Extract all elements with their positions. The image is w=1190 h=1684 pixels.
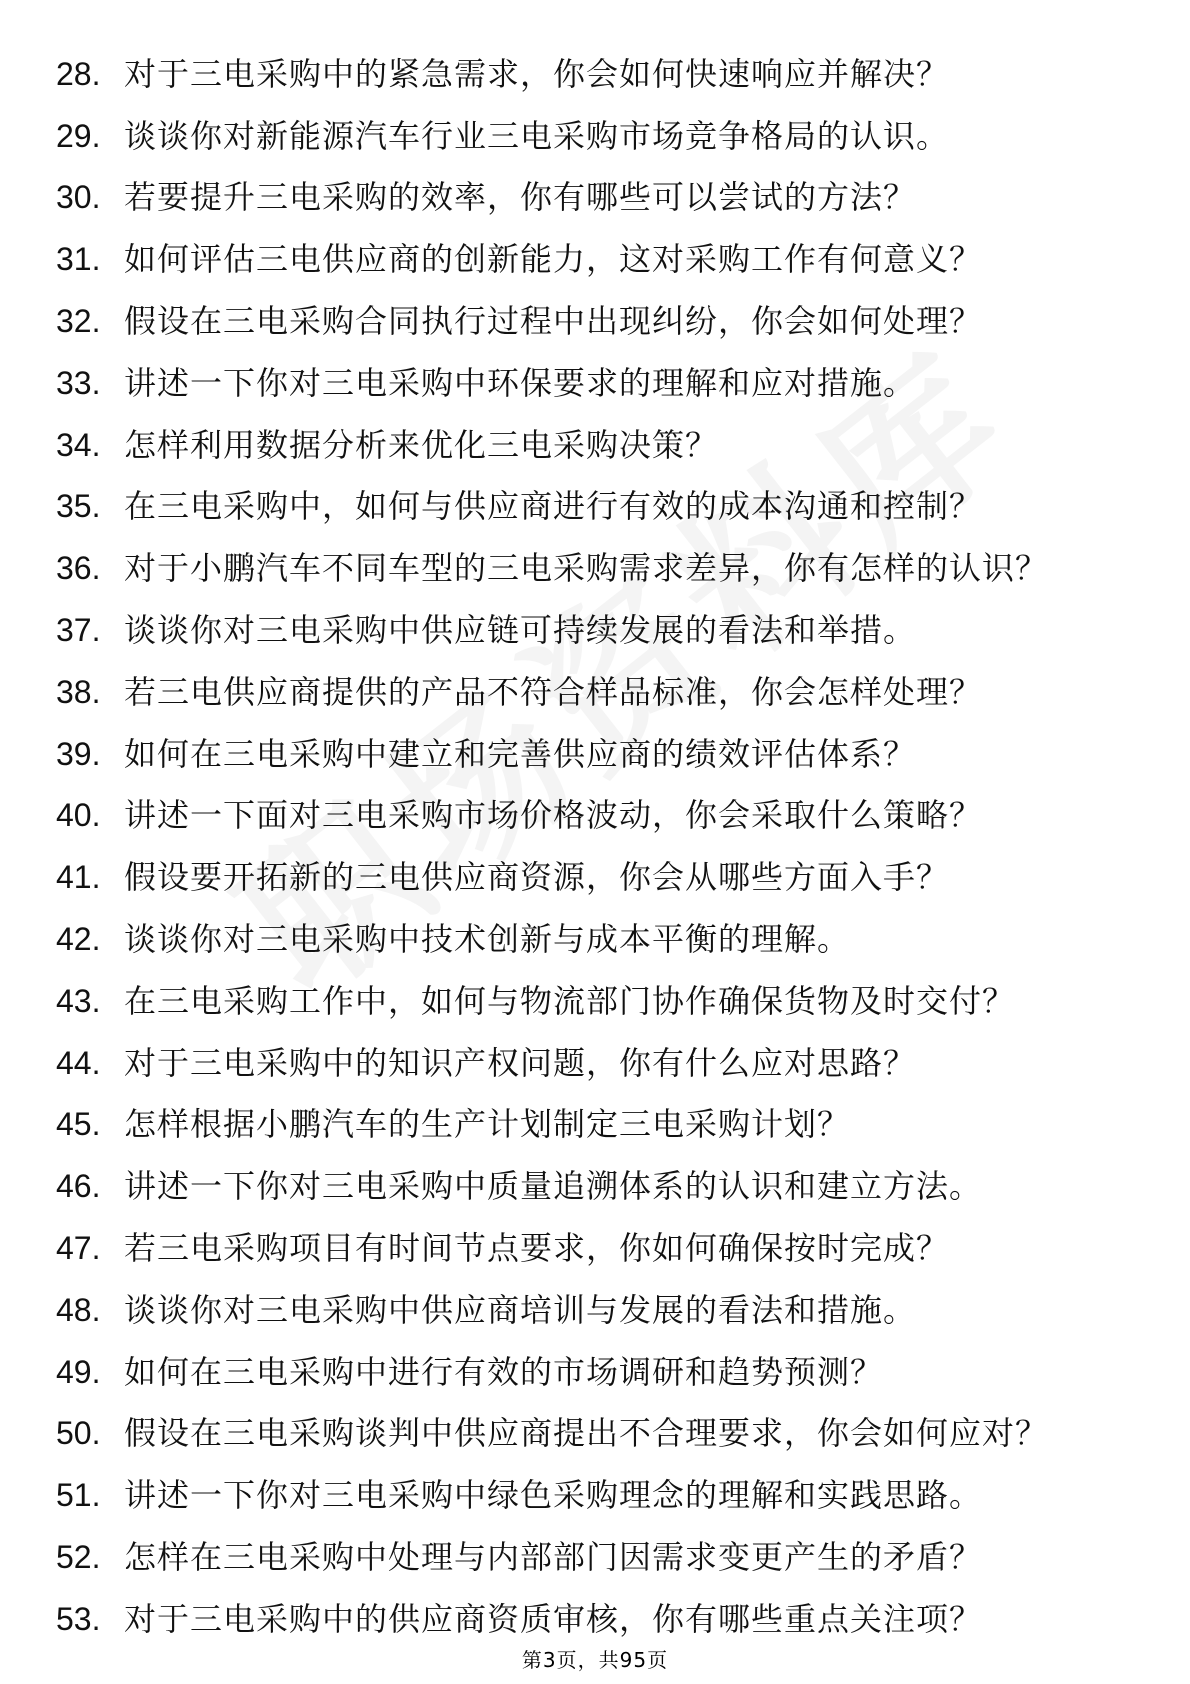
question-text: 若三电采购项目有时间节点要求，你如何确保按时完成？ [124, 1229, 950, 1268]
question-number: 52. [56, 1539, 101, 1576]
question-item-44 [0, 1032, 1190, 1094]
question-text: 如何在三电采购中进行有效的市场调研和趋势预测？ [124, 1352, 884, 1391]
question-item-31 [0, 228, 1190, 290]
question-item-28 [0, 43, 1190, 105]
question-number: 42. [56, 921, 101, 958]
question-text: 如何评估三电供应商的创新能力，这对采购工作有何意义？ [124, 240, 983, 279]
question-text: 若三电供应商提供的产品不符合样品标准，你会怎样处理？ [124, 672, 983, 711]
question-number: 36. [56, 550, 101, 587]
question-item-48 [0, 1279, 1190, 1341]
question-item-37 [0, 599, 1190, 661]
question-number: 33. [56, 364, 101, 401]
question-item-40 [0, 785, 1190, 847]
question-text: 在三电采购中，如何与供应商进行有效的成本沟通和控制？ [124, 487, 983, 526]
question-text: 怎样利用数据分析来优化三电采购决策？ [124, 425, 719, 464]
page-number-label: 第3页，共95页 [521, 1648, 669, 1672]
question-text: 讲述一下你对三电采购中环保要求的理解和应对措施。 [124, 363, 917, 402]
question-text: 对于三电采购中的知识产权问题，你有什么应对思路？ [124, 1043, 917, 1082]
question-item-47 [0, 1217, 1190, 1279]
question-item-36 [0, 537, 1190, 599]
question-text: 谈谈你对三电采购中供应商培训与发展的看法和措施。 [124, 1290, 917, 1329]
question-text: 怎样根据小鹏汽车的生产计划制定三电采购计划？ [124, 1105, 851, 1144]
question-item-38 [0, 661, 1190, 723]
question-text: 假设在三电采购谈判中供应商提出不合理要求，你会如何应对？ [124, 1414, 1049, 1453]
question-number: 31. [56, 241, 101, 278]
question-text: 讲述一下面对三电采购市场价格波动，你会采取什么策略？ [124, 796, 983, 835]
question-list [0, 43, 1190, 1650]
question-text: 讲述一下你对三电采购中绿色采购理念的理解和实践思路。 [124, 1476, 983, 1515]
question-number: 53. [56, 1600, 101, 1637]
question-item-33 [0, 352, 1190, 414]
question-number: 46. [56, 1168, 101, 1205]
question-number: 30. [56, 179, 101, 216]
question-text: 假设在三电采购合同执行过程中出现纠纷，你会如何处理？ [124, 302, 983, 341]
question-item-49 [0, 1341, 1190, 1403]
question-number: 28. [56, 55, 101, 92]
question-number: 35. [56, 488, 101, 525]
question-number: 50. [56, 1415, 101, 1452]
question-number: 39. [56, 735, 101, 772]
question-number: 51. [56, 1477, 101, 1514]
question-number: 45. [56, 1106, 101, 1143]
question-item-53 [0, 1588, 1190, 1650]
question-number: 43. [56, 982, 101, 1019]
question-text: 在三电采购工作中，如何与物流部门协作确保货物及时交付？ [124, 981, 1016, 1020]
question-item-29 [0, 105, 1190, 167]
question-item-41 [0, 846, 1190, 908]
question-item-43 [0, 970, 1190, 1032]
question-number: 44. [56, 1044, 101, 1081]
question-item-50 [0, 1403, 1190, 1465]
question-text: 对于小鹏汽车不同车型的三电采购需求差异，你有怎样的认识？ [124, 549, 1049, 588]
question-text: 假设要开拓新的三电供应商资源，你会从哪些方面入手？ [124, 858, 950, 897]
question-item-34 [0, 414, 1190, 476]
question-text: 谈谈你对三电采购中技术创新与成本平衡的理解。 [124, 920, 851, 959]
question-text: 如何在三电采购中建立和完善供应商的绩效评估体系？ [124, 734, 917, 773]
question-item-39 [0, 723, 1190, 785]
question-number: 37. [56, 612, 101, 649]
question-text: 对于三电采购中的紧急需求，你会如何快速响应并解决？ [124, 54, 950, 93]
question-number: 29. [56, 117, 101, 154]
question-number: 47. [56, 1230, 101, 1267]
question-number: 40. [56, 797, 101, 834]
question-item-32 [0, 290, 1190, 352]
question-number: 41. [56, 859, 101, 896]
question-item-42 [0, 908, 1190, 970]
question-number: 38. [56, 673, 101, 710]
question-item-45 [0, 1094, 1190, 1156]
question-item-46 [0, 1155, 1190, 1217]
question-number: 49. [56, 1353, 101, 1390]
question-item-51 [0, 1464, 1190, 1526]
question-item-52 [0, 1526, 1190, 1588]
page-footer [0, 1644, 1190, 1673]
question-text: 讲述一下你对三电采购中质量追溯体系的认识和建立方法。 [124, 1167, 983, 1206]
question-text: 若要提升三电采购的效率，你有哪些可以尝试的方法？ [124, 178, 917, 217]
question-item-35 [0, 476, 1190, 538]
question-item-30 [0, 167, 1190, 229]
question-text: 怎样在三电采购中处理与内部部门因需求变更产生的矛盾？ [124, 1538, 983, 1577]
question-text: 对于三电采购中的供应商资质审核，你有哪些重点关注项？ [124, 1599, 983, 1638]
question-number: 34. [56, 426, 101, 463]
question-number: 32. [56, 303, 101, 340]
question-text: 谈谈你对三电采购中供应链可持续发展的看法和举措。 [124, 611, 917, 650]
question-text: 谈谈你对新能源汽车行业三电采购市场竞争格局的认识。 [124, 116, 950, 155]
question-number: 48. [56, 1291, 101, 1328]
